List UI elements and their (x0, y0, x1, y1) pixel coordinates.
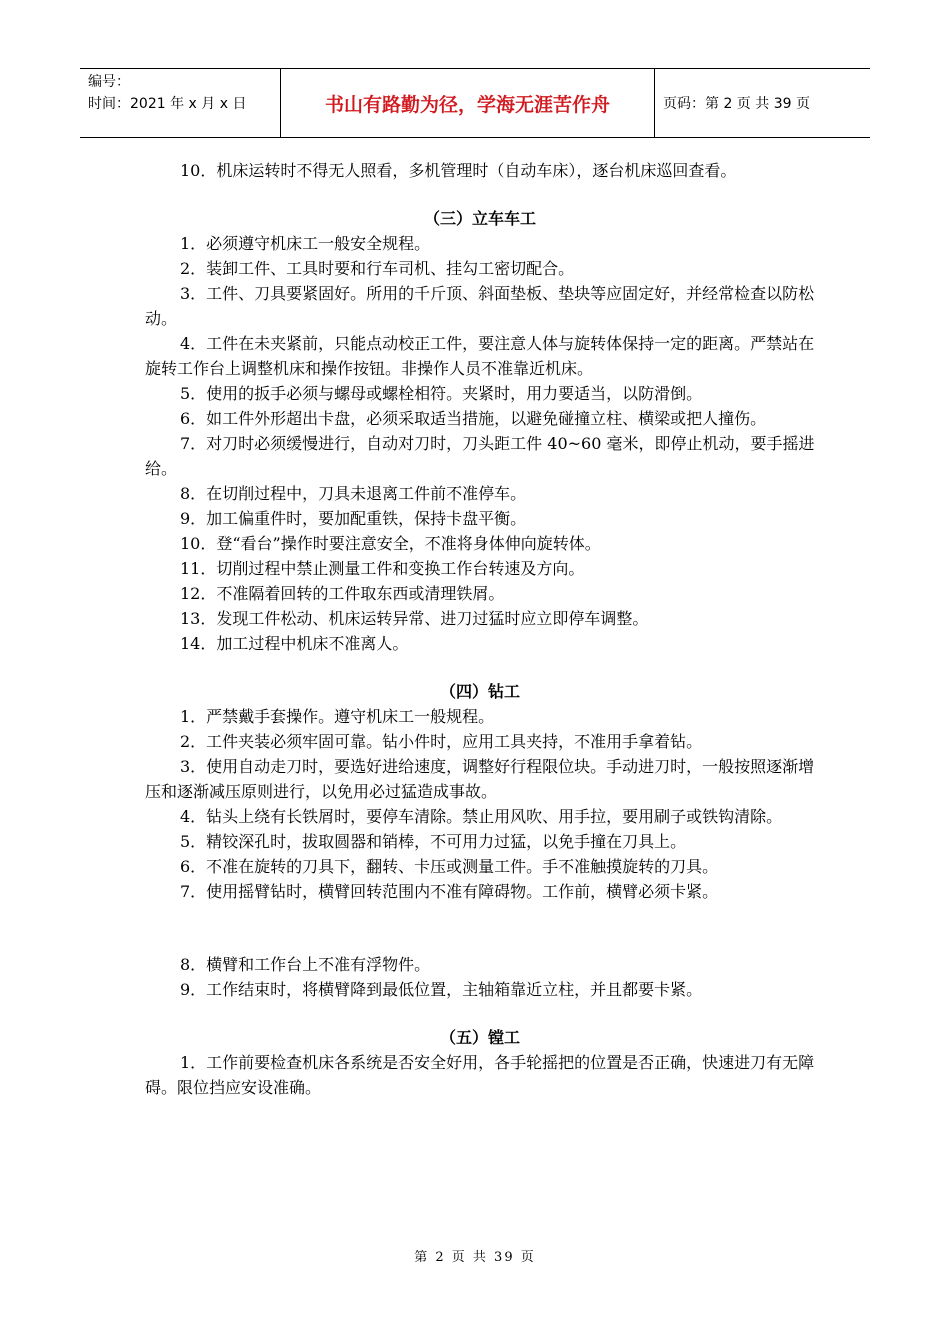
list-item: 5．精铰深孔时，拔取圆器和销棒，不可用力过猛，以免手撞在刀具上。 (180, 832, 687, 851)
list-item: 14．加工过程中机床不准离人。 (180, 634, 409, 653)
header-table (80, 68, 870, 138)
list-item: 7．对刀时必须缓慢进行，自动对刀时，刀头距工件 40~60 毫米，即停止机动，要手摇进给。 (145, 434, 815, 478)
list-item: 13．发现工件松动、机床运转异常、进刀过猛时应立即停车调整。 (180, 609, 649, 628)
list-item: 3．使用自动走刀时，要选好进给速度，调整好行程限位块。手动进刀时，一般按照逐渐增压和逐渐减压原则进行，以免用必过猛造成事故。 (145, 757, 815, 801)
list-item: 4．工件在未夹紧前，只能点动校正工件，要注意人体与旋转体保持一定的距离。严禁站在旋转工作台上调整机床和操作按钮。非操作人员不准靠近机床。 (145, 334, 815, 378)
section-3-list (145, 231, 815, 656)
list-item: 8．横臂和工作台上不准有浮物件。 (180, 955, 431, 974)
list-item: 5．使用的扳手必须与螺母或螺栓相符。夹紧时，用力要适当，以防滑倒。 (180, 384, 703, 403)
list-item: 10．登“看台”操作时要注意安全，不准将身体伸向旋转体。 (180, 534, 601, 553)
list-item: 1．工作前要检查机床各系统是否安全好用，各手轮摇把的位置是否正确，快速进刀有无障碍。限位挡应安设准确。 (145, 1053, 815, 1097)
list-item: 2．工件夹装必须牢固可靠。钻小件时，应用工具夹持，不准用手拿着钻。 (180, 732, 703, 751)
list-item: 6．不准在旋转的刀具下，翻转、卡压或测量工件。手不准触摸旋转的刀具。 (180, 857, 719, 876)
list-item: 8．在切削过程中，刀具未退离工件前不准停车。 (180, 484, 527, 503)
section-heading-4: （四）钻工 (439, 682, 520, 701)
document-body (145, 158, 815, 1100)
header-page-label: 页码：第 2 页 共 39 页 (663, 96, 810, 112)
list-item: 11．切削过程中禁止测量工件和变换工作台转速及方向。 (180, 559, 585, 578)
section-heading-3: （三）立车车工 (423, 209, 536, 228)
list-item: 1．必须遵守机床工一般安全规程。 (180, 234, 431, 253)
list-item: 9．加工偏重件时，要加配重铁，保持卡盘平衡。 (180, 509, 527, 528)
list-item: 12．不准隔着回转的工件取东西或清理铁屑。 (180, 584, 505, 603)
section-4-list (145, 704, 815, 1002)
doc-code-label: 编号： (88, 74, 130, 90)
list-item: 1．严禁戴手套操作。遵守机床工一般规程。 (180, 707, 495, 726)
page-footer: 第 2 页 共 39 页 (414, 1250, 536, 1265)
doc-date-label: 时间：2021 年 x 月 x 日 (88, 96, 247, 112)
list-item: 6．如工件外形超出卡盘，必须采取适当措施，以避免碰撞立柱、横梁或把人撞伤。 (180, 409, 767, 428)
section-heading-5: （五）镗工 (439, 1028, 520, 1047)
list-item: 7．使用摇臂钻时，横臂回转范围内不准有障碍物。工作前，横臂必须卡紧。 (180, 882, 719, 901)
list-item: 9．工作结束时，将横臂降到最低位置，主轴箱靠近立柱，并且都要卡紧。 (180, 980, 703, 999)
list-item: 2．装卸工件、工具时要和行车司机、挂勾工密切配合。 (180, 259, 575, 278)
header-meta (80, 69, 281, 137)
list-item: 4．钻头上绕有长铁屑时，要停车清除。禁止用风吹、用手拉，要用刷子或铁钩清除。 (180, 807, 783, 826)
paragraph-continued-10: 10．机床运转时不得无人照看，多机管理时（自动车床），逐台机床巡回查看。 (180, 161, 737, 180)
section-5-list (145, 1050, 815, 1100)
list-item: 3．工件、刀具要紧固好。所用的千斤顶、斜面垫板、垫块等应固定好，并经常检查以防松动。 (145, 284, 815, 328)
header-motto: 书山有路勤为径，学海无涯苦作舟 (281, 69, 655, 137)
